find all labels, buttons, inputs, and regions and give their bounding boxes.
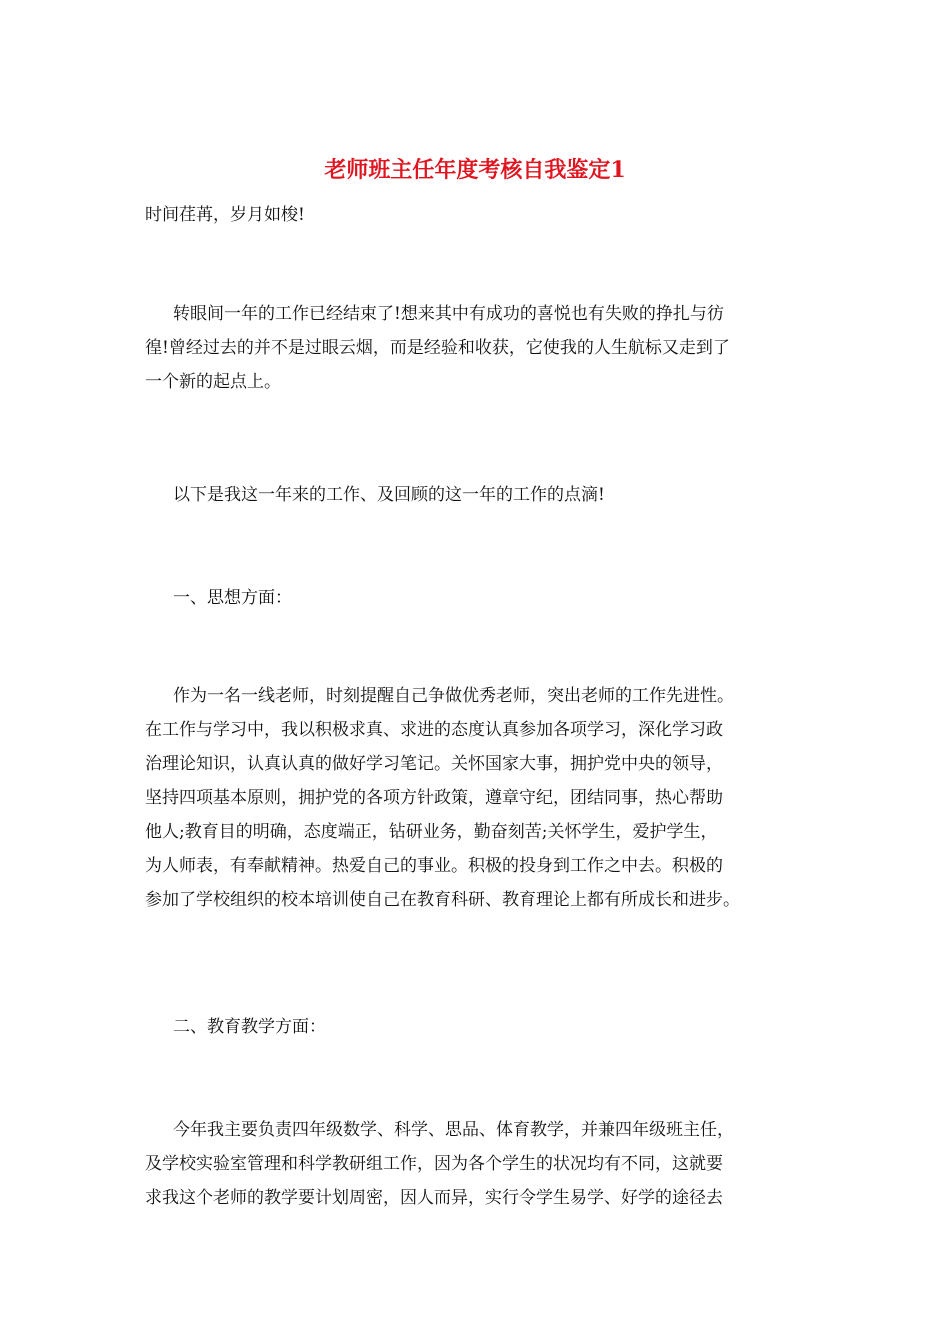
paragraph-teaching — [145, 1113, 810, 1215]
section-heading-thought: 一、思想方面： — [173, 588, 292, 608]
paragraph-line: 坚持四项基本原则，拥护党的各项方针政策，遵章守纪，团结同事，热心帮助 — [145, 788, 723, 808]
paragraph-overview: 以下是我这一年来的工作、及回顾的这一年的工作的点滴! — [173, 485, 605, 505]
paragraph-line: 参加了学校组织的校本培训使自己在教育科研、教育理论上都有所成长和进步。 — [145, 890, 740, 910]
paragraph-thought — [145, 679, 810, 917]
paragraph-line: 为人师表，有奉献精神。热爱自己的事业。积极的投身到工作之中去。积极的 — [145, 856, 723, 876]
paragraph-line: 求我这个老师的教学要计划周密，因人而异，实行令学生易学、好学的途径去 — [145, 1188, 723, 1208]
paragraph-line: 在工作与学习中，我以积极求真、求进的态度认真参加各项学习，深化学习政 — [145, 720, 723, 740]
paragraph-line: 转眼间一年的工作已经结束了!想来其中有成功的喜悦也有失败的挣扎与彷 — [173, 304, 724, 324]
paragraph-line: 今年我主要负责四年级数学、科学、思品、体育教学，并兼四年级班主任， — [173, 1120, 734, 1140]
paragraph-line: 他人;教育目的明确，态度端正，钻研业务，勤奋刻苦;关怀学生，爱护学生， — [145, 822, 718, 842]
paragraph-line: 作为一名一线老师，时刻提醒自己争做优秀老师，突出老师的工作先进性。 — [173, 686, 734, 706]
paragraph-line: 徨!曾经过去的并不是过眼云烟，而是经验和收获，它使我的人生航标又走到了 — [145, 338, 730, 358]
opening-line: 时间荏苒，岁月如梭! — [145, 205, 305, 225]
document-title: 老师班主任年度考核自我鉴定1 — [324, 157, 626, 183]
paragraph-line: 及学校实验室管理和科学教研组工作，因为各个学生的状况均有不同，这就要 — [145, 1154, 723, 1174]
paragraph-line: 治理论知识，认真认真的做好学习笔记。关怀国家大事，拥护党中央的领导， — [145, 754, 723, 774]
paragraph-line: 一个新的起点上。 — [145, 372, 281, 392]
section-heading-teaching: 二、教育教学方面： — [173, 1017, 326, 1037]
paragraph-intro — [145, 297, 810, 399]
